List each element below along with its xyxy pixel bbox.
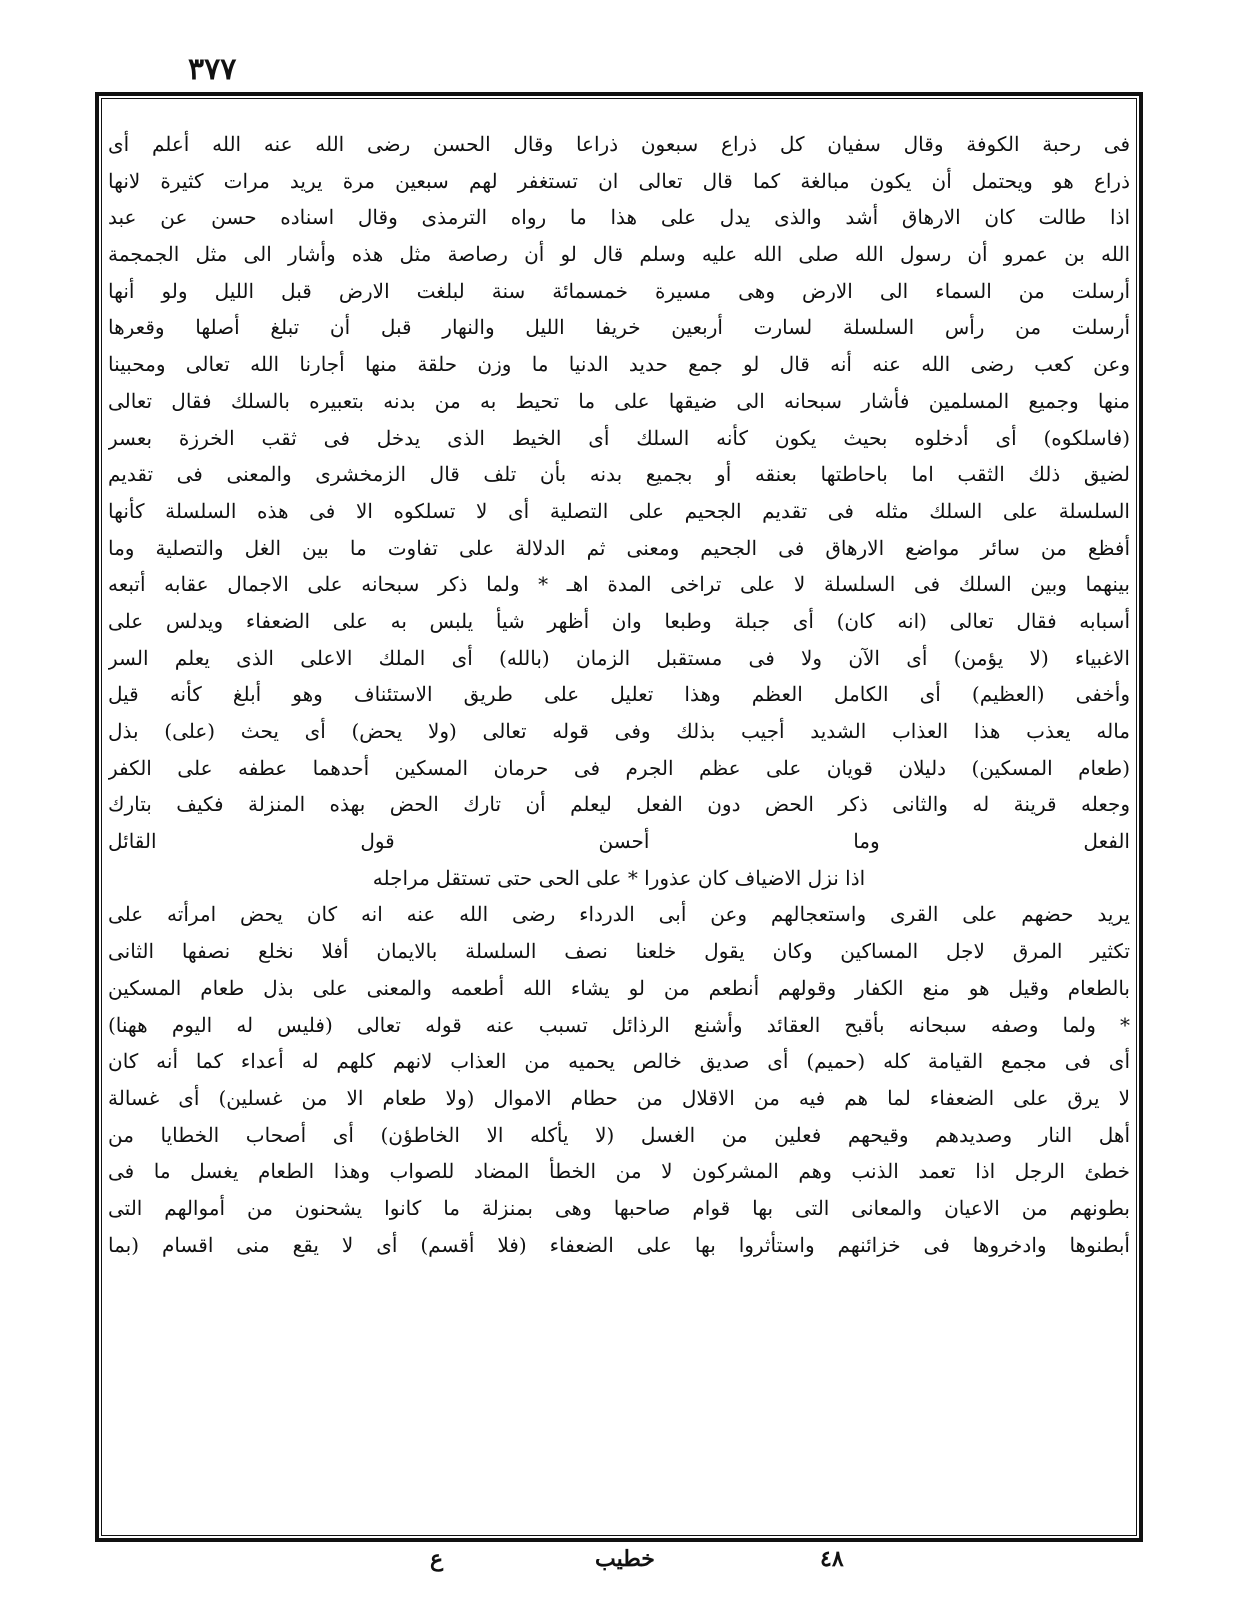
text-line: ماله يعذب هذا العذاب الشديد أجيب بذلك وفى قوله تعالى (ولا يحض) أى يحث (على) بذل — [108, 719, 1130, 743]
text-line: يريد حضهم على القرى واستعجالهم وعن أبى الدرداء رضى الله عنه انه كان يحض امرأته على — [108, 902, 1130, 927]
text-line: بينهما وبين السلك فى السلسلة لا على تراخى المدة اهـ * ولما ذكر سبحانه على الاجمال عقابه أتبعه — [108, 572, 1130, 597]
text-line: الفعل وما أحسن قول القائل — [108, 829, 1130, 854]
text-line: اذا نزل الاضياف كان عذورا * على الحى حتى تستقل مراجله — [372, 865, 866, 890]
text-line: الله بن عمرو أن رسول الله صلى الله عليه وسلم قال لو أن رصاصة مثل هذه وأشار الى مثل الجمجمة — [108, 242, 1130, 267]
footer-signature: ٤٨ — [820, 1546, 844, 1572]
text-line: فى رحبة الكوفة وقال سفيان كل ذراع سبعون ذراعا وقال الحسن رضى الله عنه الله أعلم أى — [108, 132, 1130, 156]
text-line: وعن كعب رضى الله عنه أنه قال لو جمع حديد الدنيا ما وزن حلقة منها أجارنا الله تعالى ومحبينا — [108, 352, 1130, 377]
text-line: أى فى مجمع القيامة كله (حميم) أى صديق خالص يحميه من العذاب لانهم كلهم له أعداء كما أنه كان — [108, 1049, 1130, 1074]
page-footer — [0, 1546, 1240, 1586]
text-line: بطونهم من الاعيان والمعانى التى بها قوام صاحبها وهى بمنزلة ما كانوا يشحنون من أموالهم التى — [108, 1195, 1130, 1220]
text-line: السلسلة على السلك مثله فى تقديم الجحيم على التصلية أى لا تسلكوه الا فى هذه السلسلة كأنها — [108, 498, 1130, 523]
text-line: أفظع من سائر مواضع الارهاق فى الجحيم ومعنى ثم الدلالة على تفاوت ما بين الغل والتصلية وما — [108, 535, 1130, 560]
text-line: اذا طالت كان الارهاق أشد والذى يدل على هذا ما رواه الترمذى وقال اسناده حسن عن عبد — [108, 205, 1130, 230]
text-line: ذراع هو ويحتمل أن يكون مبالغة كما قال تعالى ان تستغفر لهم سبعين مرة يريد مرات كثيرة لانها — [108, 168, 1130, 193]
text-line: الاغبياء (لا يؤمن) أى الآن ولا فى مستقبل الزمان (بالله) أى الملك الاعلى الذى يعلم السر — [108, 645, 1130, 670]
text-line: تكثير المرق لاجل المساكين وكان يقول خلعنا نصف السلسلة بالايمان أفلا نخلع نصفها الثانى — [108, 939, 1130, 964]
text-line: أرسلت من السماء الى الارض وهى مسيرة خمسمائة سنة لبلغت الارض قبل الليل ولو أنها — [108, 278, 1130, 303]
text-line: خطئ الرجل اذا تعمد الذنب وهم المشركون لا من الخطأ المضاد للصواب وهذا الطعام يغسل ما فى — [108, 1159, 1130, 1184]
page-number: ٣٧٧ — [188, 52, 237, 87]
text-line: * ولما وصفه سبحانه بأقبح العقائد وأشنع الرذائل تسبب عنه قوله تعالى (فليس له اليوم ههنا) — [108, 1012, 1130, 1037]
text-line: (طعام المسكين) دليلان قويان على عظم الجرم فى حرمان المسكين أحدهما عطفه على الكفر — [108, 755, 1130, 780]
text-line: لا يرق على الضعفاء لما هم فيه من الاقلال من حطام الاموال (ولا طعام الا من غسلين) أى غسالة — [108, 1085, 1130, 1110]
text-line: (فاسلكوه) أى أدخلوه بحيث يكون كأنه السلك أى الخيط الذى يدخل فى ثقب الخرزة بعسر — [108, 425, 1130, 450]
text-line: وجعله قرينة له والثانى ذكر الحض دون الفعل ليعلم أن تارك الحض بهذه المنزلة فكيف بتارك — [108, 792, 1130, 817]
text-line: أرسلت من رأس السلسلة لسارت أربعين خريفا الليل والنهار قبل أن تبلغ أصلها وقعرها — [108, 315, 1130, 340]
text-line: أبطنوها وادخروها فى خزائنهم واستأثروا بها على الضعفاء (فلا أقسم) أى لا يقع منى اقسام (بما — [108, 1232, 1130, 1257]
text-line: لضيق ذلك الثقب اما باحاطتها بعنقه أو بجميع بدنه بأن تلف قال الزمخشرى والمعنى فى تقديم — [108, 462, 1130, 487]
text-line: بالطعام وقيل هو منع الكفار وقولهم أنطعم من لو يشاء الله أطعمه والمعنى على بذل طعام المسكين — [108, 975, 1130, 1000]
text-line: منها وجميع المسلمين فأشار سبحانه الى ضيقها على ما تحيط به من بدنه بتعبيره بالسلك فقال تعالى — [108, 388, 1130, 413]
text-line: أهل النار وصديدهم وقيحهم فعلين من الغسل (لا يأكله الا الخاطؤن) أى أصحاب الخطايا من — [108, 1122, 1130, 1147]
text-line: وأخفى (العظيم) أى الكامل العظم وهذا تعليل على طريق الاستئناف وهو أبلغ كأنه قيل — [108, 682, 1130, 707]
footer-letter: ع — [430, 1546, 444, 1572]
footer-title: خطيب — [595, 1546, 655, 1572]
body-text — [108, 126, 1130, 1263]
text-line: أسبابه فقال تعالى (انه كان) أى جبلة وطبعا وان أظهر شيأ يلبس به على الضعفاء ويدلس على — [108, 608, 1130, 633]
